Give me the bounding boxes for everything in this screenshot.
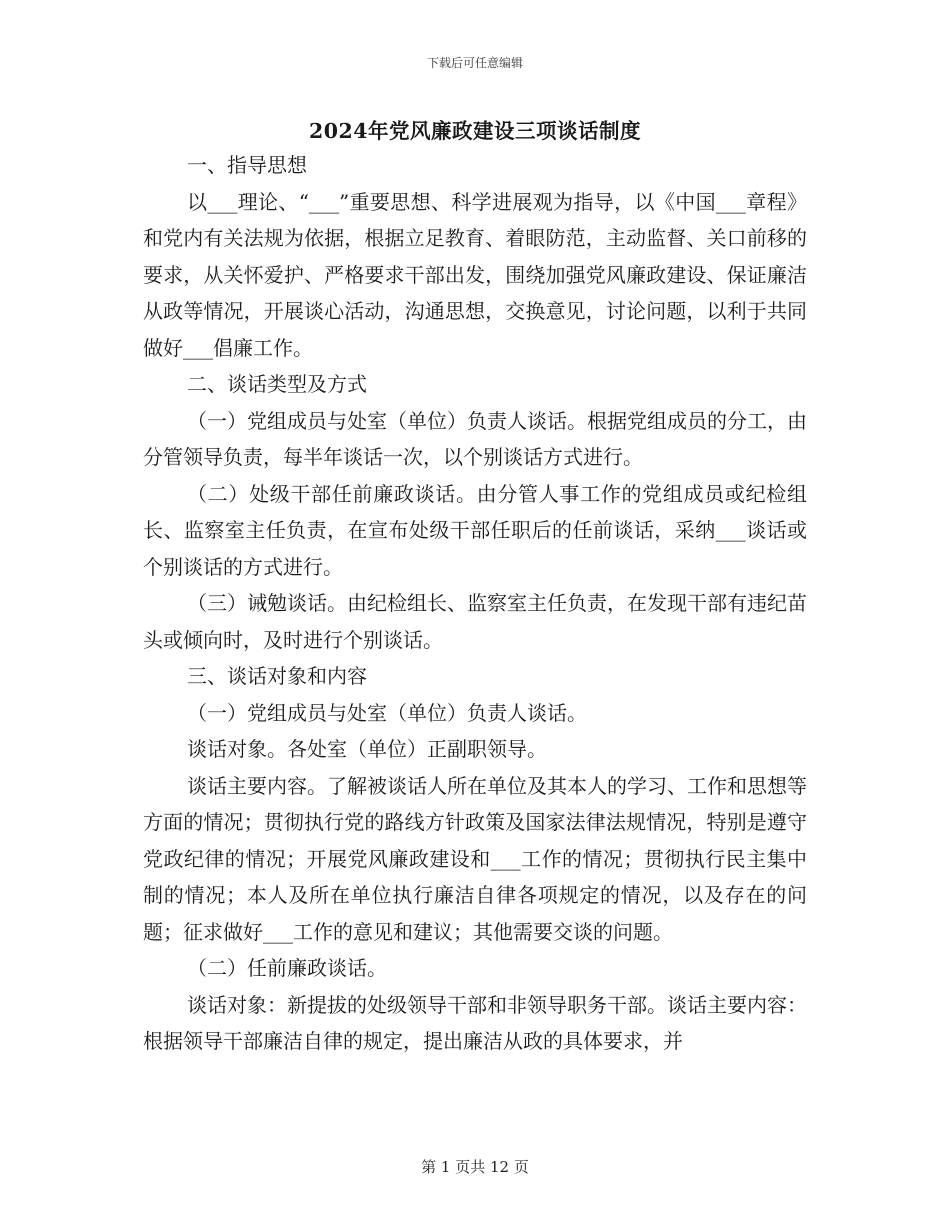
subsection-heading: （一）党组成员与处室（单位）负责人谈话。 [187, 700, 587, 725]
section-heading-2: 二、谈话类型及方式 [187, 372, 367, 396]
document-body [143, 147, 807, 1060]
paragraph: （一）党组成员与处室（单位）负责人谈话。根据党组成员的分工，由分管领导负责，每半年谈话一次，以个别谈话方式进行。 [143, 408, 807, 469]
paragraph: 谈话对象。各处室（单位）正副职领导。 [187, 737, 547, 761]
section-heading-3: 三、谈话对象和内容 [187, 664, 367, 688]
page-number: 第 1 页共 12 页 [421, 1158, 529, 1176]
document-title: 2024年党风廉政建设三项谈话制度 [308, 119, 642, 143]
paragraph: （二）处级干部任前廉政谈话。由分管人事工作的党组成员或纪检组长、监察室主任负责，在宣布处级干部任职后的任前谈话，采纳___谈话或个别谈话的方式进行。 [143, 481, 807, 579]
section-heading-1: 一、指导思想 [187, 153, 307, 177]
subsection-heading: （二）任前廉政谈话。 [187, 956, 387, 980]
paragraph: 以___理论、“___”重要思想、科学进展观为指导，以《中国___章程》和党内有关法规为依据，根据立足教育、着眼防范，主动监督、关口前移的要求，从关怀爱护、严格要求干部出发，围绕加强党风廉政建设、保证廉洁从政等情况，开展谈心活动，沟通思想，交换意见，讨论问题，以利于共同做好___倡廉工作。 [143, 189, 807, 360]
paragraph: 谈话主要内容。了解被谈话人所在单位及其本人的学习、工作和思想等方面的情况；贯彻执行党的路线方针政策及国家法律法规情况，特别是遵守党政纪律的情况；开展党风廉政建设和___工作的情况；贯彻执行民主集中制的情况；本人及所在单位执行廉洁自律各项规定的情况，以及存在的问题；征求做好___工作的意见和建议；其他需要交谈的问题。 [143, 773, 807, 944]
paragraph: （三）诫勉谈话。由纪检组长、监察室主任负责，在发现干部有违纪苗头或倾向时，及时进行个别谈话。 [143, 591, 807, 652]
header-note: 下载后可任意编辑 [426, 56, 523, 70]
paragraph: 谈话对象：新提拔的处级领导干部和非领导职务干部。谈话主要内容：根据领导干部廉洁自律的规定，提出廉洁从政的具体要求，并 [143, 992, 807, 1053]
